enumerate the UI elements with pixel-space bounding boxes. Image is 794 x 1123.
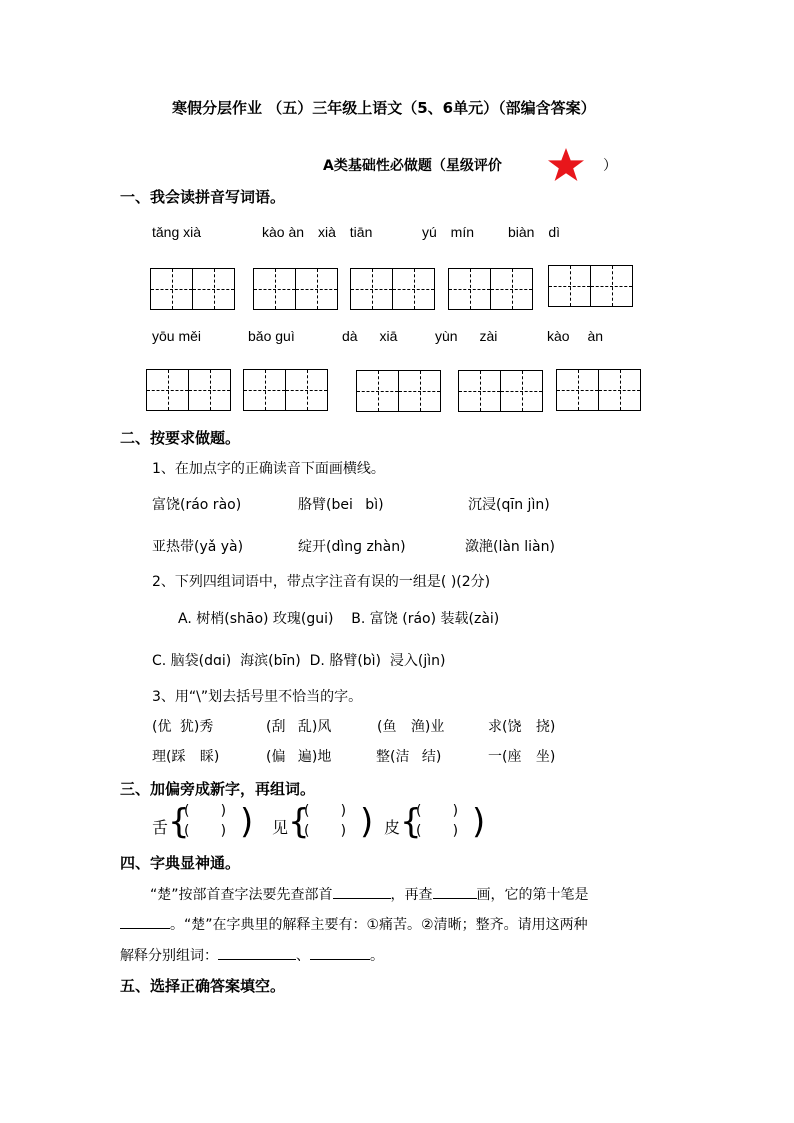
word-blank-2[interactable] (310, 959, 370, 960)
section-1-heading: 一、我会读拼音写词语。 (120, 188, 286, 206)
pinyin-10: kào àn (547, 328, 604, 344)
pinyin-8: dà xiā (342, 328, 398, 344)
dict-text: 。“楚”在字典里的解释主要有：①痛苦。②清晰；整齐。请用这两种 (170, 917, 588, 933)
star-icon (546, 148, 586, 182)
q1-prompt: 1、在加点字的正确读音下面画横线。 (152, 461, 385, 477)
q3-item[interactable]: 一(座 坐) (488, 749, 556, 765)
pinyin-9: yùn zài (435, 328, 498, 344)
q3-item[interactable]: 整(洁 结) (376, 749, 442, 765)
section-2-heading: 二、按要求做题。 (120, 429, 241, 447)
rating-close: ） (603, 158, 617, 174)
dict-text: 画，它的第十笔是 (476, 887, 589, 903)
left-brace: { (168, 802, 190, 842)
base-char-she: 舌 (152, 818, 169, 837)
writing-grid[interactable] (556, 369, 641, 411)
writing-grid[interactable] (253, 268, 338, 310)
q3-item[interactable]: 理(踩 睬) (152, 749, 220, 765)
q1-item[interactable]: 胳臂(bei bì) (298, 497, 384, 513)
dict-text: 、 (296, 948, 310, 964)
writing-grid[interactable] (350, 268, 435, 310)
section-5-heading: 五、选择正确答案填空。 (120, 977, 286, 995)
q3-item[interactable]: (优 犹)秀 (152, 719, 214, 735)
q1-item[interactable]: 潋滟(làn liàn) (465, 539, 555, 555)
dict-line-2 (120, 914, 588, 934)
radical-blank[interactable] (333, 898, 391, 899)
pinyin-3: xià tiān (318, 224, 373, 240)
dict-text: 解释分别组词： (120, 948, 218, 964)
base-char-jian: 见 (272, 818, 289, 837)
blank-pair[interactable]: ( ) (304, 803, 347, 819)
blank-pair[interactable]: ( ) (304, 823, 347, 839)
q2-prompt: 2、下列四组词语中，带点字注音有误的一组是( )(2分) (152, 574, 491, 590)
q3-prompt: 3、用“\”划去括号里不恰当的字。 (152, 689, 363, 705)
page-title: 寒假分层作业 （五）三年级上语文（5、6单元）（部编含答案） (172, 99, 596, 117)
left-brace: { (400, 802, 422, 842)
writing-grid[interactable] (243, 369, 328, 411)
dict-text: “楚”按部首查字法要先查部首 (150, 887, 333, 903)
right-brace: ) (240, 802, 254, 842)
q1-item[interactable]: 富饶(ráo rào) (152, 497, 242, 513)
pinyin-7: bǎo ɡuì (248, 328, 295, 344)
left-brace: { (288, 802, 310, 842)
blank-pair[interactable]: ( ) (416, 823, 459, 839)
section-4-heading: 四、字典显神通。 (120, 854, 241, 872)
base-char-pi: 皮 (384, 818, 401, 837)
pinyin-4: yú mín (422, 224, 475, 240)
dict-line-1 (150, 884, 589, 904)
stroke-count-blank[interactable] (433, 898, 477, 899)
pinyin-1: tǎnɡ xià (152, 224, 202, 240)
q3-item[interactable]: (刮 乱)风 (266, 719, 332, 735)
writing-grid[interactable] (150, 268, 235, 310)
writing-grid[interactable] (146, 369, 231, 411)
section-3-heading: 三、加偏旁成新字，再组词。 (120, 780, 316, 798)
q1-item[interactable]: 绽开(dìnɡ zhàn) (298, 539, 406, 555)
right-brace: ) (360, 802, 374, 842)
dict-line-3 (120, 945, 384, 965)
writing-grid[interactable] (356, 370, 441, 412)
rating-label: A类基础性必做题（星级评价 (323, 158, 502, 174)
right-brace: ) (472, 802, 486, 842)
blank-pair[interactable]: ( ) (184, 803, 227, 819)
writing-grid[interactable] (458, 370, 543, 412)
q3-item[interactable]: (鱼 渔)业 (377, 719, 445, 735)
pinyin-2: kào àn (262, 224, 305, 240)
tenth-stroke-blank[interactable] (120, 928, 170, 929)
q1-item[interactable]: 亚热带(yǎ yà) (152, 539, 244, 555)
word-blank-1[interactable] (218, 959, 296, 960)
q3-item[interactable]: (偏 遍)地 (266, 749, 332, 765)
blank-pair[interactable]: ( ) (184, 823, 227, 839)
q3-item[interactable]: 求(饶 挠) (488, 719, 556, 735)
q2-options-ab[interactable]: A. 树梢(shāo) 玫瑰(gui) B. 富饶 (ráo) 装载(zài) (178, 611, 500, 627)
q2-options-cd[interactable]: C. 脑袋(dɑi) 海滨(bīn) D. 胳臂(bì) 浸入(jìn) (152, 653, 446, 669)
writing-grid[interactable] (548, 265, 633, 307)
q1-item[interactable]: 沉浸(qīn jìn) (468, 497, 550, 513)
pinyin-6: yōu měi (152, 328, 202, 344)
writing-grid[interactable] (448, 268, 533, 310)
dict-text: 。 (370, 948, 384, 964)
blank-pair[interactable]: ( ) (416, 803, 459, 819)
dict-text: ，再查 (390, 887, 433, 903)
pinyin-5: biàn dì (508, 224, 561, 240)
